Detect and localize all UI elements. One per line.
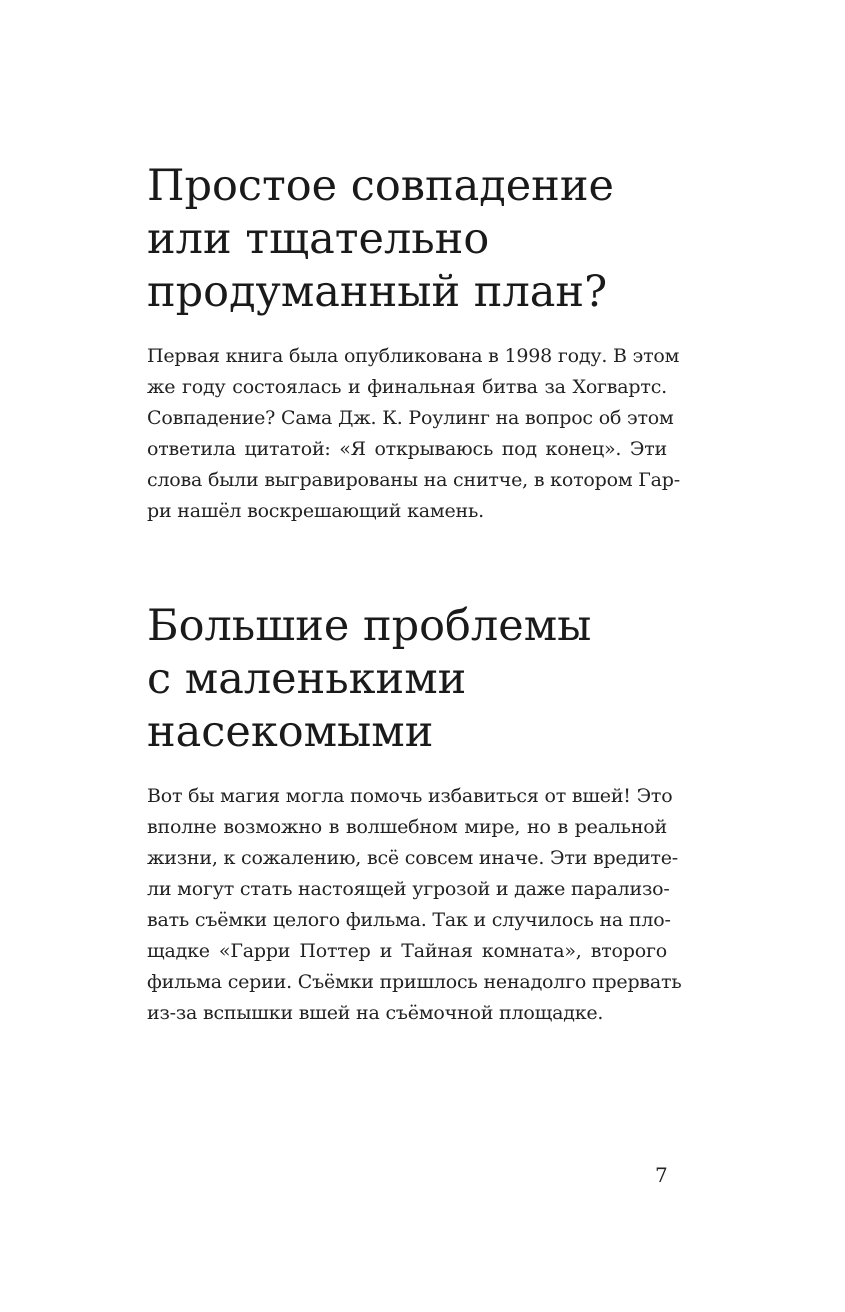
paragraph-line: фильма серии. Съёмки пришлось ненадолго прервать (147, 971, 682, 993)
heading-line: Большие проблемы (147, 601, 592, 651)
paragraph-line: жизни, к сожалению, всё совсем иначе. Эти вредите- (147, 847, 679, 869)
heading-line: Простое совпадение (147, 161, 614, 211)
heading-line: с маленькими (147, 654, 467, 704)
paragraph-line: же году состоялась и финальная битва за Хогвартс. (147, 376, 667, 398)
section-1-paragraph (147, 341, 680, 527)
paragraph-line: ли могут стать настоящей угрозой и даже парализо- (147, 878, 670, 900)
paragraph-line: ответила цитатой: «Я открываюсь под конец». Эти (147, 438, 667, 460)
paragraph-line: слова были выгравированы на снитче, в котором Гар- (147, 469, 680, 491)
heading-line: или тщательно (147, 214, 490, 264)
heading-line: насекомыми (147, 707, 434, 757)
page-number: 7 (655, 1163, 668, 1187)
paragraph-line: вать съёмки целого фильма. Так и случилось на пло- (147, 909, 671, 931)
paragraph-line: ри нашёл воскрешающий камень. (147, 500, 484, 522)
paragraph-line: Вот бы магия могла помочь избавиться от вшей! Это (147, 785, 673, 807)
section-2-paragraph (147, 781, 682, 1029)
paragraph-line: Первая книга была опубликована в 1998 году. В этом (147, 345, 680, 367)
paragraph-line: щадке «Гарри Поттер и Тайная комната», второго (147, 940, 667, 962)
heading-line: продуманный план? (147, 267, 608, 317)
paragraph-line: вполне возможно в волшебном мире, но в реальной (147, 816, 667, 838)
section-2-heading (147, 600, 591, 759)
paragraph-line: Совпадение? Сама Дж. К. Роулинг на вопрос об этом (147, 407, 674, 429)
section-1-heading (147, 160, 614, 319)
paragraph-line: из-за вспышки вшей на съёмочной площадке. (147, 1002, 604, 1024)
